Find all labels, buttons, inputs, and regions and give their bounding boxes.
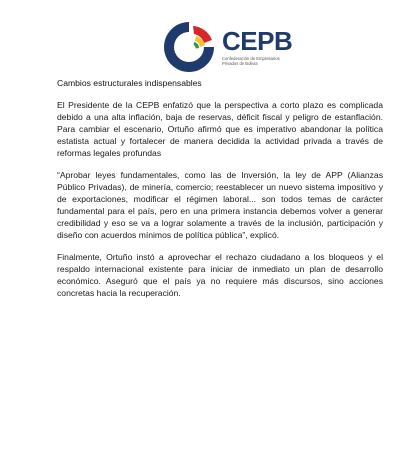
logo-subtitle-text: Confederación de Empresarios Privados de Bolivia	[222, 56, 280, 66]
article-body	[57, 78, 383, 309]
cepb-logo-mark-icon	[160, 18, 218, 76]
article-heading: Cambios estructurales indispensables	[57, 78, 202, 88]
cepb-logo	[160, 18, 293, 76]
logo-brand-text: CEPB	[222, 26, 293, 56]
article-paragraph-1: El Presidente de la CEPB enfatizó que la perspectiva a corto plazo es complicada debido a una alta inflación, baja de reservas, déficit fiscal y peligro de estanflación. Para cambiar el escenario, Ortuño afirmó que es imperativo abandonar la política estatista actual y fortalecer de manera decidida la actividad privada a través de reformas legales profundas	[57, 100, 383, 158]
article-paragraph-2: “Aprobar leyes fundamentales, como las de Inversión, la ley de APP (Alianzas Público Privadas), de minería, comercio; reestablecer un nuevo sistema impositivo y de exportaciones, modificar el régimen laboral... son todos temas de carácter fundamental para el país, pero en una primera instancia debemos volver a generar credibilidad y eso se va a lograr solamente a través de la inclusión, participación y diseño con acuerdos mínimos de política pública”, explicó.	[57, 170, 383, 240]
article-paragraph-3: Finalmente, Ortuño instó a aprovechar el rechazo ciudadano a los bloqueos y el respaldo internacional existente para iniciar de inmediato un plan de desarrollo económico. Aseguró que el país ya no requiere más discursos, sino acciones concretas hacia la recuperación.	[57, 252, 383, 298]
